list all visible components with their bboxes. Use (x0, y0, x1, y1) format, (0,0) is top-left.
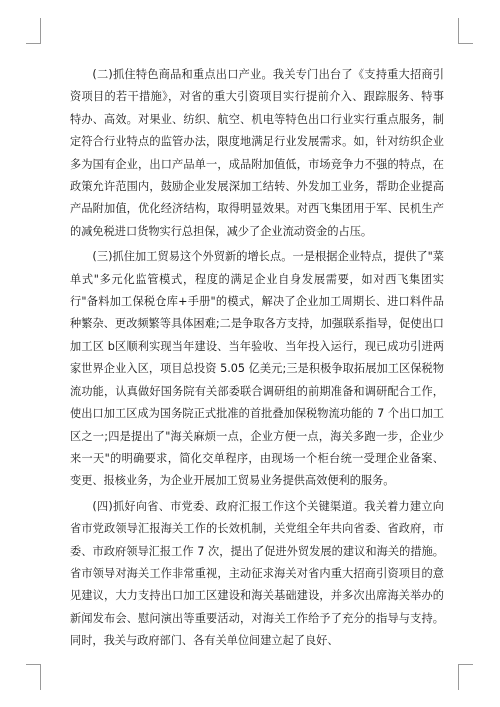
crop-mark-bottom-left-horizontal (26, 664, 41, 665)
crop-mark-bottom-right-horizontal (458, 664, 473, 665)
crop-mark-top-right-horizontal (458, 43, 473, 44)
crop-mark-top-right-vertical (458, 18, 459, 44)
document-body (70, 64, 444, 656)
paragraph-processing-trade: (三)抓住加工贸易这个外贸新的增长点。一是根据企业特点，提供了"菜单式"多元化监管模式，程度的满足企业自身发展需要，如对西飞集团实行"备料加工保税仓库+手册"的模式，解决了企业加工周期长、进口料件品种繁杂、更改频繁等具体困难;二是争取各方支持，加强联系指导，促使出口加工区 b区顺利实现当年建设、当年验收、当年投入运行，现已成功引进两家世界企业入区，项目总投资 5.05 亿美元;三是积极争取拓展加工区保税物流功能，认真做好国务院有关部委联合调研组的前期准备和调研配合工作，使出口加工区成为国务院正式批准的首批叠加保税物流功能的 7 个出口加工区之一;四是提出了"海关麻烦一点，企业方便一点，海关多跑一步，企业少来一天"的明确要求，简化交单程序，由现场一个柜台统一受理企业备案、变更、报核业务，为企业开展加工贸易业务提供高效便利的服务。 (70, 250, 444, 488)
crop-mark-bottom-left-vertical (40, 664, 41, 690)
paragraph-special-products: (二)抓住特色商品和重点出口产业。我关专门出台了《支持重大招商引资项目的若干措施》，对省的重大引资项目实行提前介入、跟踪服务、特事特办、高效。对果业、纺织、航空、机电等特色出口行业实行重点服务，制定符合行业特点的监管办法，限度地满足行业发展需求。如，针对纺织企业多为国有企业，出口产品单一，成品附加值低，市场竞争力不强的特点，在政策允许范围内，鼓励企业发展深加工结转、外发加工业务，帮助企业提高产品附加值，优化经济结构，取得明显效果。对西飞集团用于军、民机生产的减免税进口货物实行总担保，减少了企业流动资金的占压。 (70, 68, 444, 238)
crop-mark-bottom-right-vertical (458, 664, 459, 690)
crop-mark-top-left-horizontal (26, 43, 41, 44)
paragraph-government-reporting: (四)抓好向省、市党委、政府汇报工作这个关键渠道。我关着力建立向省市党政领导汇报海关工作的长效机制，关党组全年共向省委、省政府，市委、市政府领导汇报工作 7 次，提出了促进外贸发展的建议和海关的措施。省市领导对海关工作非常重视，主动征求海关对省内重大招商引资项目的意见建议，大力支持出口加工区建设和海关基础建设，并多次出席海关举办的新闻发布会、慰问演出等重要活动，对海关工作给予了充分的指导与支持。同时，我关与政府部门、各有关单位间建立起了良好、 (70, 499, 444, 648)
crop-mark-top-left-vertical (40, 18, 41, 44)
